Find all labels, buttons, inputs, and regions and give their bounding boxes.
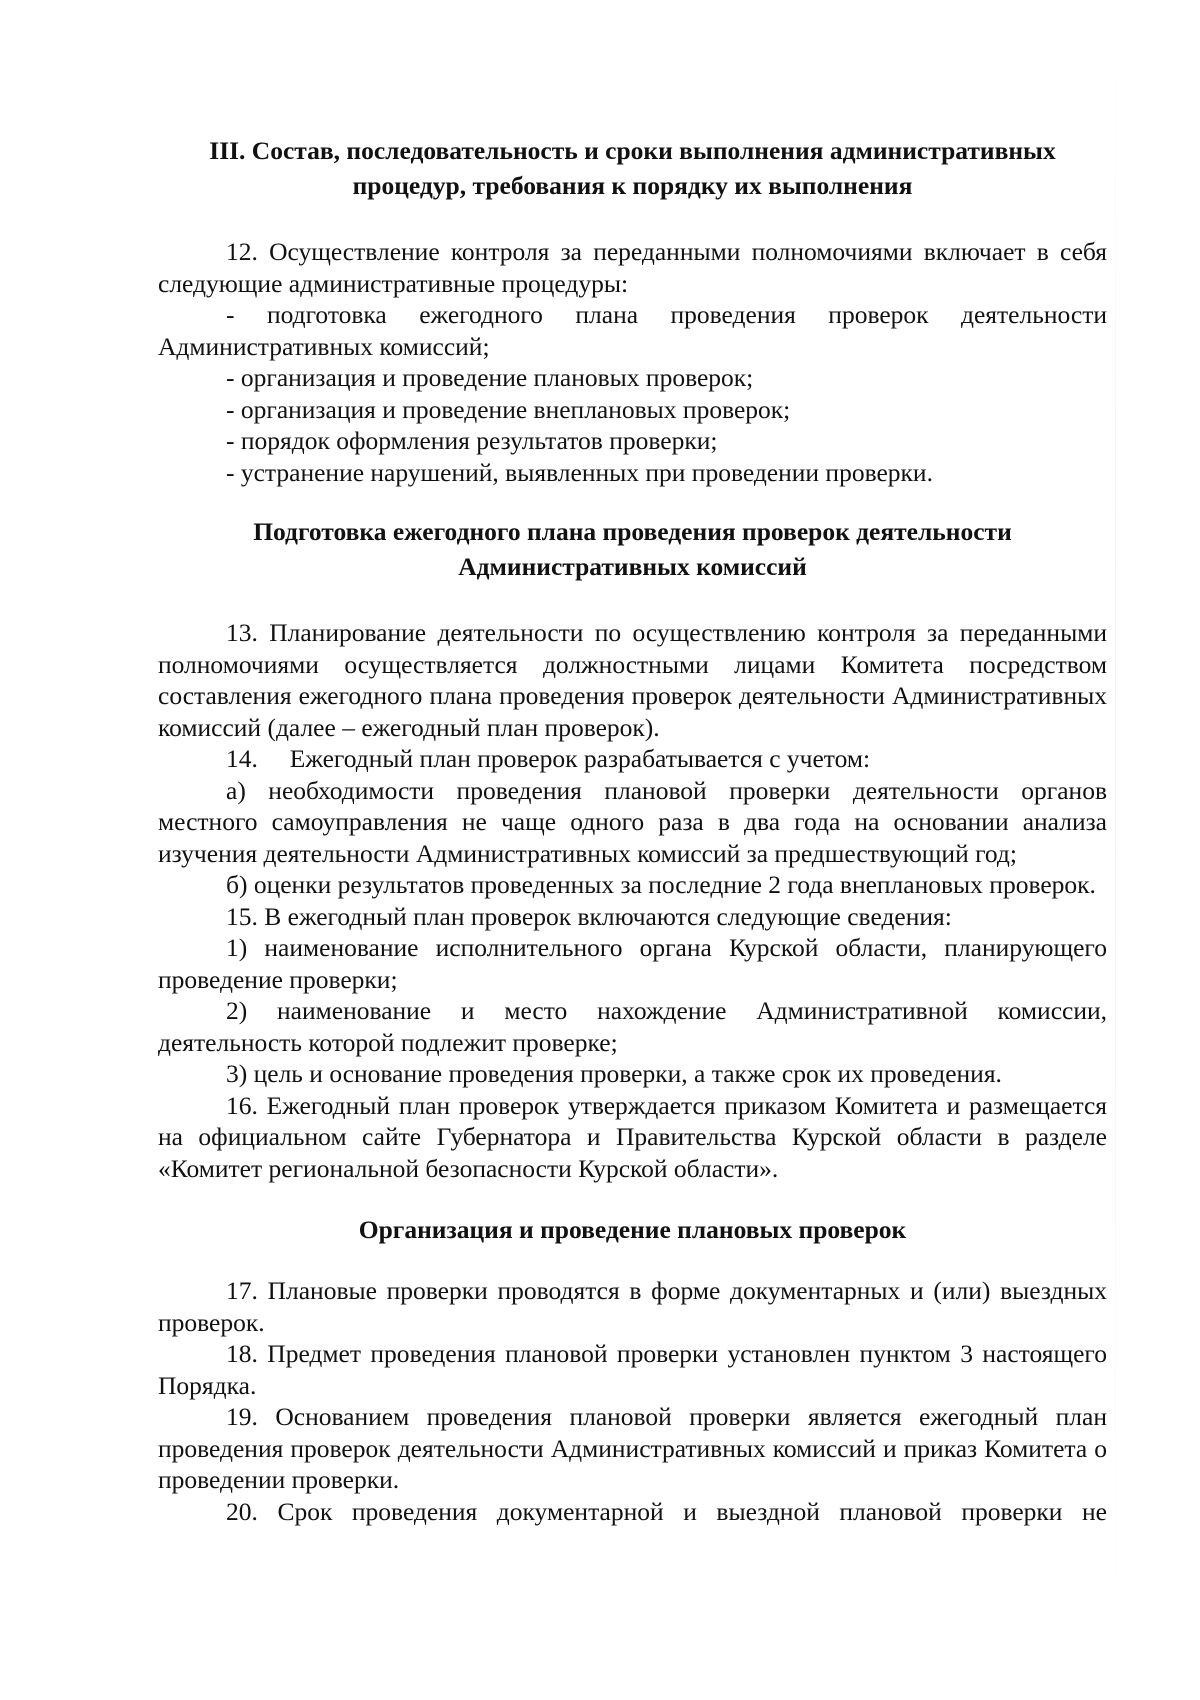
scan-edge (1115, 0, 1116, 1700)
list-item: - порядок оформления результатов проверки; (226, 426, 718, 455)
section-title-line-1: III. Состав, последовательность и сроки выполнения административных (209, 136, 1056, 165)
paragraph-19: 19. Основанием проведения плановой проверки является ежегодный план проведения проверок деятельности Административных комиссий и приказ Комитета о проведении проверки. (158, 1402, 1107, 1494)
section-title-line-2: процедур, требования к порядку их выполнения (352, 171, 913, 200)
paragraph-15-2: 2) наименование и место нахождение Административной комиссии, деятельность которой подлежит проверке; (158, 996, 1107, 1057)
paragraph-12: 12. Осуществление контроля за переданными полномочиями включает в себя следующие административные процедуры: (158, 237, 1107, 298)
paragraph-14-a: а) необходимости проведения плановой проверки деятельности органов местного самоуправления не чаще одного раза в два года на основании анализа изучения деятельности Административных комиссий за предшествующий год; (158, 775, 1107, 868)
list-item: - организация и проведение плановых проверок; (226, 363, 754, 392)
paragraph-18: 18. Предмет проведения плановой проверки установлен пунктом 3 настоящего Порядка. (158, 1339, 1107, 1400)
paragraph-16: 16. Ежегодный план проверок утверждается приказом Комитета и размещается на официальном сайте Губернатора и Правительства Курской области в разделе «Комитет региональной безопасности Курской области». (158, 1090, 1107, 1183)
subtitle-annual-plan-line-1: Подготовка ежегодного плана проведения проверок деятельности (253, 517, 1012, 546)
paragraph-14-b: б) оценки результатов проведенных за последние 2 года внеплановых проверок. (226, 870, 1096, 899)
list-item: - организация и проведение внеплановых проверок; (226, 394, 791, 424)
subtitle-annual-plan-line-2: Административных комиссий (458, 552, 807, 581)
list-item: - подготовка ежегодного плана проведения проверок деятельности Административных комиссий; (158, 300, 1107, 361)
paragraph-13: 13. Планирование деятельности по осуществлению контроля за переданными полномочиями осуществляется должностными лицами Комитета посредством составления ежегодного плана проведения проверок деятельности Административных комиссий (далее – ежегодный план проверок). (158, 618, 1107, 742)
paragraph-15: 15. В ежегодный план проверок включаются следующие сведения: (226, 901, 952, 931)
paragraph-14: 14. Ежегодный план проверок разрабатывается с учетом: (226, 744, 871, 773)
subtitle-annual-plan (158, 514, 1107, 584)
paragraph-20: 20. Срок проведения документарной и выездной плановой проверки не (226, 1496, 1107, 1526)
paragraph-15-1: 1) наименование исполнительного органа Курской области, планирующего проведение проверки; (158, 933, 1107, 994)
paragraph-15-3: 3) цель и основание проведения проверки, а также срок их проведения. (226, 1059, 1002, 1088)
paragraph-17: 17. Плановые проверки проводятся в форме документарных и (или) выездных проверок. (158, 1276, 1107, 1337)
section-title (158, 133, 1107, 203)
subtitle-planned-inspections: Организация и проведение плановых проверок (358, 1215, 907, 1244)
list-item: - устранение нарушений, выявленных при проведении проверки. (226, 457, 933, 487)
